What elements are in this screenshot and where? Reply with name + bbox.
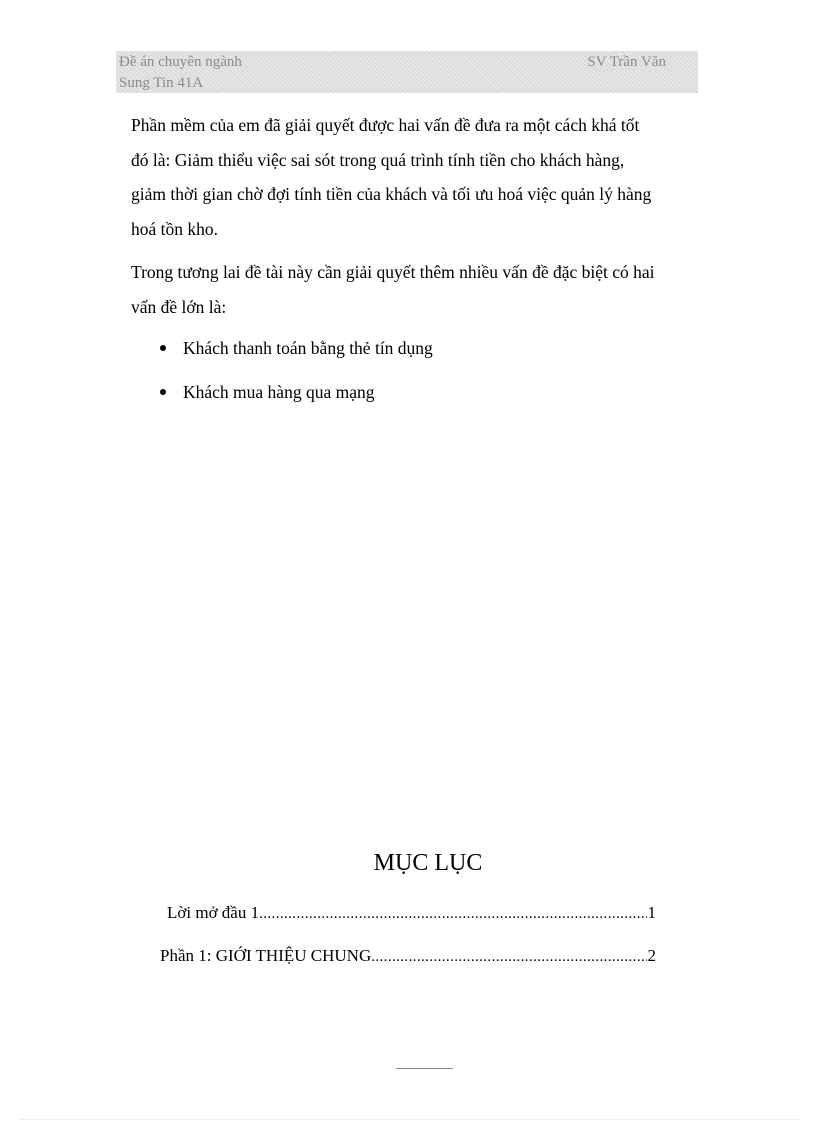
- list-item-text: Khách mua hàng qua mạng: [183, 382, 375, 402]
- toc-entry-page: 1: [647, 903, 656, 922]
- toc-entry-page: 2: [647, 946, 656, 965]
- header-course-title: Đề án chuyên ngành: [119, 54, 242, 70]
- conclusion-paragraph: [131, 108, 693, 246]
- paragraph-line: giảm thời gian chờ đợi tính tiền của khách và tối ưu hoá việc quản lý hàng: [131, 184, 652, 204]
- toc-title: MỤC LỤC: [373, 850, 483, 876]
- header-student-class: Sung Tin 41A: [119, 75, 204, 91]
- page-boundary: [20, 1119, 800, 1120]
- paragraph-line: đó là: Giảm thiểu việc sai sót trong quá trình tính tiền cho khách hàng,: [131, 149, 625, 170]
- paragraph-line: Trong tương lai đề tài này cần giải quyết thêm nhiều vấn đề đặc biệt có hai: [131, 262, 655, 282]
- bullet-icon: [160, 345, 166, 351]
- footer-divider: [396, 1068, 453, 1069]
- list-item: [160, 337, 433, 359]
- future-work-paragraph: [131, 255, 693, 324]
- paragraph-line: hoá tồn kho.: [131, 218, 219, 239]
- header-student-name: SV Trần Văn: [587, 54, 666, 70]
- page-header: [116, 51, 698, 93]
- bullet-icon: [160, 389, 166, 395]
- toc-entry[interactable]: [160, 945, 656, 968]
- toc-entry[interactable]: [167, 902, 656, 925]
- paragraph-line: vấn đề lớn là:: [131, 296, 227, 317]
- toc-entry-label: Lời mở đầu 1: [167, 903, 260, 922]
- list-item: [160, 381, 374, 403]
- toc-leader-dots: [259, 903, 646, 925]
- list-item-text: Khách thanh toán bằng thẻ tín dụng: [183, 338, 433, 358]
- toc-leader-dots: [371, 946, 646, 968]
- paragraph-line: Phần mềm của em đã giải quyết được hai vấn đề đưa ra một cách khá tốt: [131, 115, 640, 135]
- toc-entry-label: Phần 1: GIỚI THIỆU CHUNG: [160, 946, 372, 965]
